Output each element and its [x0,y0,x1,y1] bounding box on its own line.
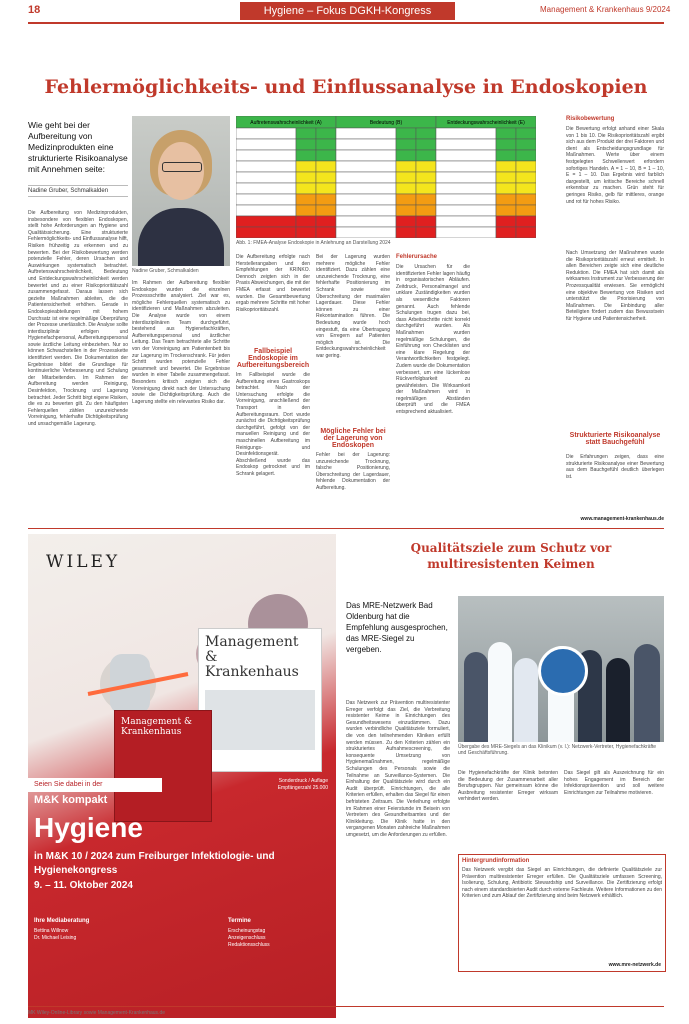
wiley-advertisement[interactable] [28,534,336,1018]
fmea-label-cell [336,161,396,172]
fmea-label-cell [436,205,496,216]
section-rule [28,528,664,529]
second-article-lead: Das MRE-Netzwerk Bad Oldenburg hat die Empfehlung ausgesprochen, das MRE-Siegel zu vergeben. [346,601,448,654]
cause-label: Fehlerursache [396,254,438,260]
fmea-value-cell [416,128,436,139]
second-article-body-1: Das Netzwerk zur Prävention multiresistenter Erreger verfolgt das Ziel, die Verbreitung resistenter Keime in Einrichtungen des Gesundheitswesens einzudämmen. Dazu wurden verbindliche Qualitätsziele formuliert, die von den teilnehmenden Kliniken erfüllt werden müssen. Zu den Kriterien zählen ein strukturiertes Aufnahmescreening, die konsequente Umsetzung von Hygienemaßnahmen, regelmäßige Schulungen des Personals sowie die Teilnahme an Surveillance-Systemen. Die Einhaltung der Qualitätsziele wird durch ein Audit überprüft. Einrichtungen, die alle Kriterien erfüllen, erhalten das Siegel für einen befristeten Zeitraum. Die Verleihung erfolgte im Rahmen einer Feierstunde im Beisein von Vertretern des Gesundheitsamtes und der Klinikleitung. Die Klinik hatte in den vergangenen Monaten zahlreiche Maßnahmen umgesetzt, um die Anforderungen zu erfüllen. [346,700,450,838]
fmea-value-cell [296,172,316,183]
fmea-value-cell [396,227,416,238]
fmea-value-cell [396,183,416,194]
fmea-label-cell [236,172,296,183]
fmea-value-cell [496,161,516,172]
fmea-label-cell [236,183,296,194]
fmea-value-cell [316,172,336,183]
fmea-value-cell [416,194,436,205]
ad-circulation-label: Sonderdruck / Auflage [278,778,328,784]
article-lead: Wie geht bei der Aufbereitung von Medizinprodukten eine strukturierte Risikoanalyse mit Annehmen seite: [28,120,128,174]
fmea-value-cell [296,194,316,205]
body-column-5: Die Ursachen für die identifizierten Fehler lagen häufig in organisatorischen Abläufen. Zeitdruck, Personalmangel und unklare Zuständigkeiten wurden als wesentliche Faktoren genannt. Auch fehlende Schulungen trugen dazu bei, dass Arbeitsschritte nicht korrekt durchgeführt wurden. Als Maßnahmen wurden regelmäßige Schulungen, die Einführung von Checklisten und eine klare Regelung der Verantwortlichkeiten festgelegt. Zudem wurde die Dokumentation verbessert, um eine lückenlose Rückverfolgbarkeit zu gewährleisten. Die Wirksamkeit der Maßnahmen wird in regelmäßigen Abständen überprüft und die FMEA entsprechend aktualisiert. [396,264,470,416]
fmea-label-cell [436,128,496,139]
ad-term-1: Erscheinungstag [228,928,266,934]
ad-kicker: Seien Sie dabei in der [34,781,103,788]
info-box-title: Hintergrundinformation [462,858,530,864]
fmea-value-cell [516,139,536,150]
fmea-label-cell [236,216,296,227]
fmea-label-cell [336,128,396,139]
ad-term-2: Anzeigenschluss [228,935,266,941]
fmea-value-cell [316,216,336,227]
fmea-label-cell [436,172,496,183]
fmea-label-cell [436,216,496,227]
ad-contact-head: Ihre Mediaberatung [34,918,90,924]
fmea-value-cell [296,139,316,150]
fmea-header-label: Bedeutung (B) [369,120,403,126]
body-column-6b: Die Erfahrungen zeigen, dass eine strukturierte Risikoanalyse einer Bewertung aus dem Bauchgefühl deutlich überlegen ist. [566,454,664,480]
fmea-value-cell [396,194,416,205]
fmea-value-cell [296,150,316,161]
fmea-label-cell [436,139,496,150]
magazine-cover [198,628,322,772]
ad-dates-head: Termine [228,918,251,924]
second-article-headline: Qualitätsziele zum Schutz vor multiresistenten Keimen [410,541,612,571]
fmea-value-cell [296,205,316,216]
fmea-value-cell [416,216,436,227]
fmea-value-cell [516,161,536,172]
fmea-value-cell [316,150,336,161]
body-column-right-top: Die Bewertung erfolgt anhand einer Skala von 1 bis 10. Die Risikoprioritätszahl ergibt sich aus dem Produkt der drei Faktoren und dient als Entscheidungsgrundlage für Maßnahmen. Werte über einem festgelegten Schwellenwert erfordern sofortiges Handeln. A = 1 – 10, B = 1 – 10, E = 1 – 10. Das Ergebnis wird farblich dargestellt, um kritische Bereiche schnell erkennbar zu machen. Grün steht für geringes Risiko, gelb für mittleres, orange und rot für hohes Risiko. [566,126,664,205]
fmea-value-cell [416,183,436,194]
fmea-label-cell [236,227,296,238]
fmea-label-cell [436,194,496,205]
fmea-label-cell [236,139,296,150]
body-column-4b: Fehler bei der Lagerung: unzureichende Trocknung, falsche Positionierung, Überschreitung der Lagerdauer, fehlende Dokumentation der Aufbereitung. [316,452,390,491]
fmea-label-cell [336,150,396,161]
fmea-header-label: Auftretenswahrscheinlichkeit (A) [250,120,322,126]
fmea-value-cell [496,227,516,238]
fmea-label-cell [236,128,296,139]
fmea-value-cell [316,161,336,172]
ad-topic: Hygiene [34,812,143,843]
fmea-label-cell [436,161,496,172]
fmea-value-cell [496,150,516,161]
fmea-value-cell [396,128,416,139]
footer-text: MK Wiley-Online-Library sowie Management-Krankenhaus.de [28,1010,166,1016]
fmea-label-cell [336,205,396,216]
info-box [458,854,666,972]
fmea-value-cell [316,139,336,150]
fmea-value-cell [496,205,516,216]
ad-kicker-bar [28,778,162,792]
fmea-value-cell [396,161,416,172]
page-header [0,0,689,22]
info-box-body: Das Netzwerk vergibt das Siegel an Einrichtungen, die definierte Qualitätsziele zur Prävention multiresistenter Erreger erfüllen. Die Qualitätsziele umfassen Screening, Isolierung, Schulung, Antibiotic Stewardship und Surveillance. Die Zertifizierung erfolgt nach einem standardisierten Audit durch externe Fachleute. Weitere Informationen zu den Kriterien und zum Ablauf der Zertifizierung sind beim Netzwerk erhältlich. [462,867,662,900]
fmea-value-cell [296,216,316,227]
byline: Nadine Gruber, Schmalkalden [28,185,128,197]
body-column-4a: Bei der Lagerung wurden mehrere mögliche Fehler identifiziert. Dazu zählen eine unzureichende Trocknung, eine fehlerhafte Positionierung im Schrank sowie eine Überschreitung der maximalen Lagerdauer. Diese Fehler können zu einer Rekontamination führen. Die Bedeutung wurde hoch eingestuft, da eine Übertragung von Erregern auf Patienten möglich ist. Die Entdeckungswahrscheinlichkeit war gering. [316,254,390,359]
section-banner: Hygiene – Fokus DGKH-Kongress [240,2,455,20]
magazine-title-small: Management & Krankenhaus [121,717,192,737]
fmea-value-cell [516,150,536,161]
article-headline: Fehlermöglichkeits- und Einflussanalyse in Endoskopien [44,76,648,98]
fmea-label-cell [336,172,396,183]
fmea-value-cell [516,205,536,216]
fmea-value-cell [396,205,416,216]
fmea-label-cell [336,216,396,227]
fmea-label-cell [336,183,396,194]
risk-label: Risikobewertung [566,116,615,122]
fmea-value-cell [316,205,336,216]
fmea-value-cell [416,150,436,161]
fmea-value-cell [396,150,416,161]
fmea-value-cell [516,128,536,139]
body-column-6a: Nach Umsetzung der Maßnahmen wurde die Risikoprioritätszahl erneut ermittelt. In allen Bereichen zeigte sich eine deutliche Reduktion. Die FMEA hat sich damit als wirksames Instrument zur Verbesserung der Prozessqualität erwiesen. Sie ermöglicht eine objektive Bewertung von Risiken und unterstützt die Priorisierung von Maßnahmen. Die Einbindung aller Beteiligten fördert zudem das Bewusstsein für Hygiene und Patientensicherheit. [566,250,664,322]
subhead-1: Fallbeispiel Endoskopie im Aufbereitungsbereich [236,348,310,369]
ad-contact-1: Bettina Willnow [34,928,69,934]
fmea-label-cell [436,150,496,161]
fmea-label-cell [436,227,496,238]
second-article-body-2: Die Hygienefachkräfte der Klinik betonten die Bedeutung der Zusammenarbeit aller Berufsgruppen. Nur gemeinsam könne die Ausbreitung resistenter Erreger wirksam verhindert werden. [458,770,558,803]
fmea-value-cell [396,172,416,183]
fmea-value-cell [416,161,436,172]
second-article-body-3: Das Siegel gilt als Auszeichnung für ein hohes Engagement im Bereich der Infektionsprävention und soll weitere Einrichtungen zur Teilnahme motivieren. [564,770,664,796]
fmea-value-cell [516,216,536,227]
fmea-value-cell [416,205,436,216]
page-number: 18 [28,4,41,16]
fmea-value-cell [516,194,536,205]
fmea-label-cell [236,161,296,172]
fmea-value-cell [496,139,516,150]
body-column-2: Im Rahmen der Aufbereitung flexibler Endoskope wurden die einzelnen Prozessschritte analysiert. Ziel war es, mögliche Fehlerquellen systematisch zu identifizieren und Maßnahmen abzuleiten. Die Analyse wurde von einem interdisziplinären Team durchgeführt, bestehend aus Hygienefachkräften, Aufbereitungspersonal und ärztlicher Leitung. Das Team betrachtete alle Schritte von der Vorreinigung am Patientenbett bis zur Lagerung im Trockenschrank. Für jeden Schritt wurden potenzielle Fehler gesammelt und bewertet. Die Ergebnisse wurden in einer Tabelle zusammengefasst. Besonders kritisch zeigten sich die Vorreinigung direkt nach der Untersuchung sowie die Dichtigkeitsprüfung. Auch die Lagerung stellte ein relevantes Risiko dar. [132,280,230,405]
fmea-label-cell [336,227,396,238]
fmea-value-cell [516,227,536,238]
fmea-header-label: Entdeckungswahrscheinlichkeit (E) [447,120,525,126]
fmea-value-cell [496,128,516,139]
fmea-value-cell [516,172,536,183]
magazine-cover-small [114,710,212,822]
publication-label: Management & Krankenhaus 9/2024 [540,5,671,14]
body-column-3b: Im Fallbeispiel wurde die Aufbereitung eines Gastroskops betrachtet. Nach der Untersuchung erfolgte die Vorreinigung, anschließend der Transport in den Aufbereitungsraum. Dort wurde zunächst die Dichtigkeitsprüfung durchgeführt, gefolgt von der manuellen Reinigung und der maschinellen Aufbereitung im Reinigungs- und Desinfektionsgerät. Abschließend wurde das Endoskop getrocknet und im Schrank gelagert. [236,372,310,477]
fmea-label-cell [236,205,296,216]
fmea-value-cell [316,194,336,205]
fmea-value-cell [496,172,516,183]
group-photo-caption: Übergabe des MRE-Siegels an das Klinikum (v. l.): Netzwerk-Vertreter, Hygienefachkräfte und Geschäftsführung. [458,744,657,756]
body-column-3a: Die Aufbereitung erfolgte nach Herstellerangaben und den Empfehlungen der KRINKO. Dennoch zeigten sich in der Praxis Abweichungen, die mit der FMEA erfasst und bewertet wurden. Die Gesamtbewertung ergab mehrere Schritte mit hoher Risikoprioritätszahl. [236,254,310,313]
fmea-label-cell [236,150,296,161]
subhead-3: Strukturierte Risikoanalyse statt Bauchgefühl [569,432,661,446]
fmea-label-cell [236,194,296,205]
fmea-value-cell [416,139,436,150]
table-caption: Abb. 1: FMEA-Analyse Endoskopie in Anlehnung an Darstellung 2024 [236,240,391,246]
certificate-seal [538,646,588,696]
group-photo [458,596,664,742]
author-photo [132,116,230,266]
ad-term-3: Redaktionsschluss [228,942,270,948]
fmea-value-cell [296,128,316,139]
fmea-value-cell [316,128,336,139]
magazine-title: Management & Krankenhaus [205,634,299,680]
magazine-image [205,690,315,750]
fmea-value-cell [416,227,436,238]
ad-circulation: Empfängerzahl 25.000 [277,785,328,791]
fmea-value-cell [496,183,516,194]
photo-caption: Nadine Gruber, Schmalkalden [132,268,199,274]
fmea-value-cell [316,183,336,194]
fmea-label-cell [436,183,496,194]
fmea-label-cell [336,194,396,205]
fmea-value-cell [516,183,536,194]
fmea-value-cell [396,216,416,227]
fmea-value-cell [496,194,516,205]
footer-rule [28,1006,664,1007]
fmea-label-cell [336,139,396,150]
fmea-table [236,116,536,238]
fmea-value-cell [296,183,316,194]
info-box-link[interactable]: www.mre-netzwerk.de [608,962,661,968]
body-column-1: Die Aufbereitung von Medizinprodukten, insbesondere von flexiblen Endoskopen, stellt hohe Anforderungen an Hygiene und Qualitätssicherung. Eine strukturierte Fehlermöglichkeits- und Einflussanalyse hilft, Risiken frühzeitig zu erkennen und zu bewerten. Bei der Risikobewertung werden potenzielle Fehler, deren Ursachen und Auswirkungen systematisch betrachtet. Auftretenswahrscheinlichkeit, Bedeutung und Entdeckungswahrscheinlichkeit werden bewertet und zu einer Risikoprioritätszahl zusammengefasst. Daraus lassen sich gezielte Maßnahmen ableiten, die die Patientensicherheit erhöhen. Gerade in Endoskopieabteilungen mit hohem Durchsatz ist eine regelmäßige Überprüfung der Prozesse unerlässlich. Die Analyse sollte interdisziplinär erfolgen und Hygienefachpersonal, Aufbereitungspersonal sowie ärztliche Leitung einbeziehen. Nur so können Schwachstellen in der Prozesskette identifiziert werden. Die Dokumentation der Ergebnisse bildet die Grundlage für kontinuierliche Verbesserung und Schulung der Mitarbeitenden. Im Rahmen der Aufbereitung werden Reinigung, Desinfektion, Trocknung und Lagerung betrachtet. Jeder Schritt birgt eigene Risiken, die es zu bewerten gilt. Zu den häufigsten Fehlerquellen zählen unzureichende Vorreinigung, fehlerhafte Dichtigkeitsprüfung und unsachgemäße Lagerung. [28,210,128,427]
fmea-value-cell [296,161,316,172]
fmea-value-cell [396,139,416,150]
ad-date: 9. – 11. Oktober 2024 [34,880,133,891]
contact-link[interactable]: www.management-krankenhaus.de [580,516,664,522]
fmea-value-cell [316,227,336,238]
subhead-2: Mögliche Fehler bei der Lagerung von Endoskopen [320,428,386,449]
wiley-logo: WILEY [46,552,121,572]
header-rule [28,22,664,24]
fmea-value-cell [296,227,316,238]
fmea-value-cell [496,216,516,227]
ad-product: M&K kompakt [34,794,108,806]
ad-contact-2: Dr. Michael Leising [34,935,77,941]
ad-event: in M&K 10 / 2024 zum Freiburger Infektiologie- und Hygienekongress [34,851,275,876]
fmea-value-cell [416,172,436,183]
